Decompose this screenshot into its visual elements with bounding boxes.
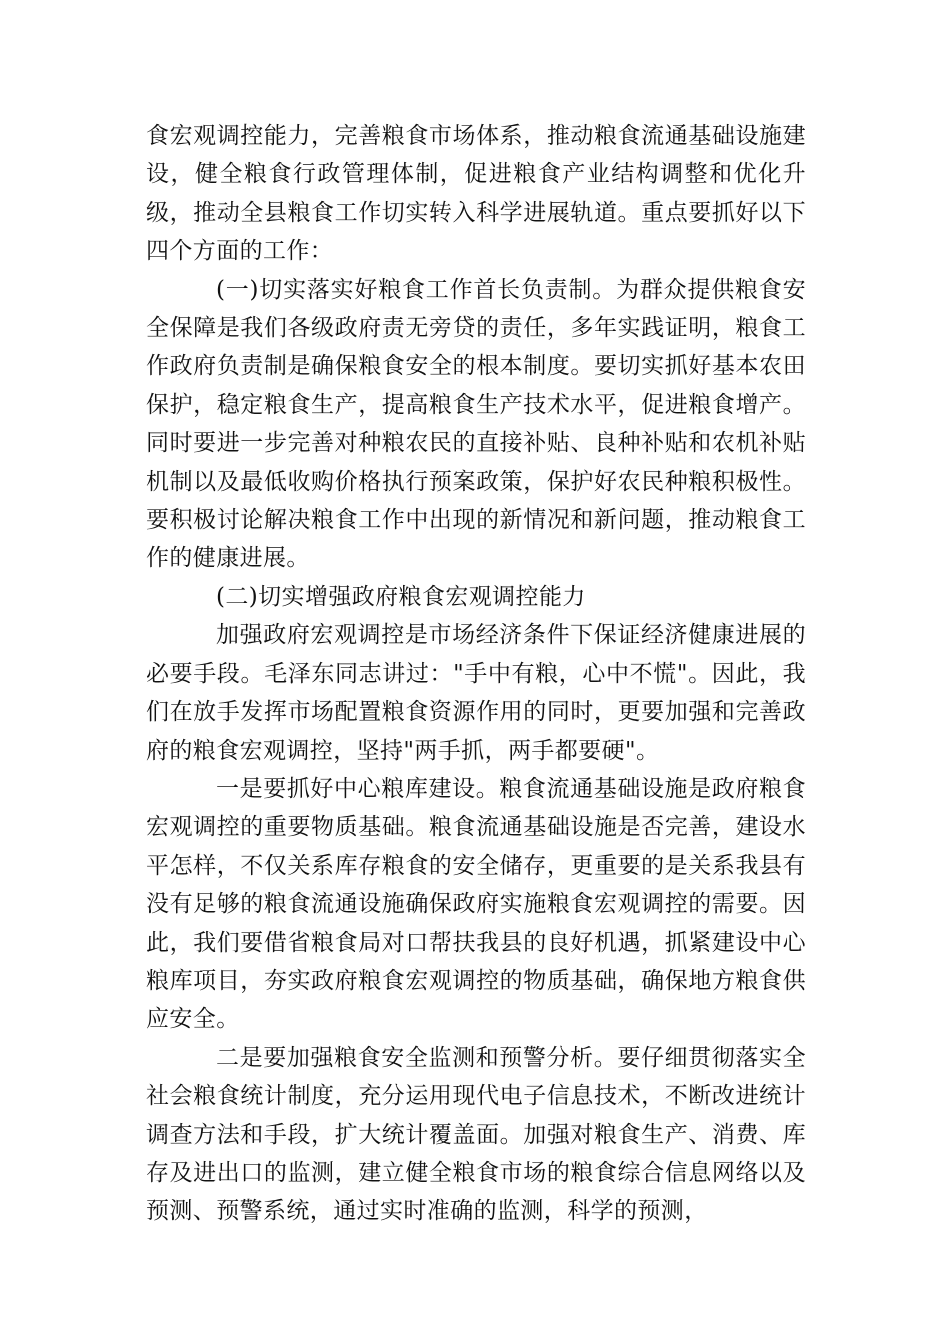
- document-body: [146, 117, 806, 1231]
- paragraph-continuation: 食宏观调控能力，完善粮食市场体系，推动粮食流通基础设施建设，健全粮食行政管理体制，促进粮食产业结构调整和优化升级，推动全县粮食工作切实转入科学进展轨道。重点要抓好以下四个方面的工作：: [146, 123, 806, 265]
- paragraph-macro-control: 加强政府宏观调控是市场经济条件下保证经济健康进展的必要手段。毛泽东同志讲过："手中有粮，心中不慌"。因此，我们在放手发挥市场配置粮食资源作用的同时，更要加强和完善政府的粮食宏观调控，坚持"两手抓，两手都要硬"。: [146, 622, 806, 764]
- paragraph-section-one: (一)切实落实好粮食工作首长负责制。为群众提供粮食安全保障是我们各级政府责无旁贷的责任，多年实践证明，粮食工作政府负责制是确保粮食安全的根本制度。要切实抓好基本农田保护，稳定粮食生产，提高粮食生产技术水平，促进粮食增产。同时要进一步完善对种粮农民的直接补贴、良种补贴和农机补贴机制以及最低收购价格执行预案政策，保护好农民种粮积极性。要积极讨论解决粮食工作中出现的新情况和新问题，推动粮食工作的健康进展。: [146, 276, 806, 572]
- paragraph-grain-depot: 一是要抓好中心粮库建设。粮食流通基础设施是政府粮食宏观调控的重要物质基础。粮食流通基础设施是否完善，建设水平怎样，不仅关系库存粮食的安全储存，更重要的是关系我县有没有足够的粮食流通设施确保政府实施粮食宏观调控的需要。因此，我们要借省粮食局对口帮扶我县的良好机遇，抓紧建设中心粮库项目，夯实政府粮食宏观调控的物质基础，确保地方粮食供应安全。: [146, 775, 806, 1033]
- paragraph-monitoring: 二是要加强粮食安全监测和预警分析。要仔细贯彻落实全社会粮食统计制度，充分运用现代电子信息技术，不断改进统计调查方法和手段，扩大统计覆盖面。加强对粮食生产、消费、库存及进出口的监测，建立健全粮食市场的粮食综合信息网络以及预测、预警系统，通过实时准确的监测，科学的预测，: [146, 1044, 806, 1225]
- section-heading-two: (二)切实增强政府粮食宏观调控能力: [216, 583, 586, 610]
